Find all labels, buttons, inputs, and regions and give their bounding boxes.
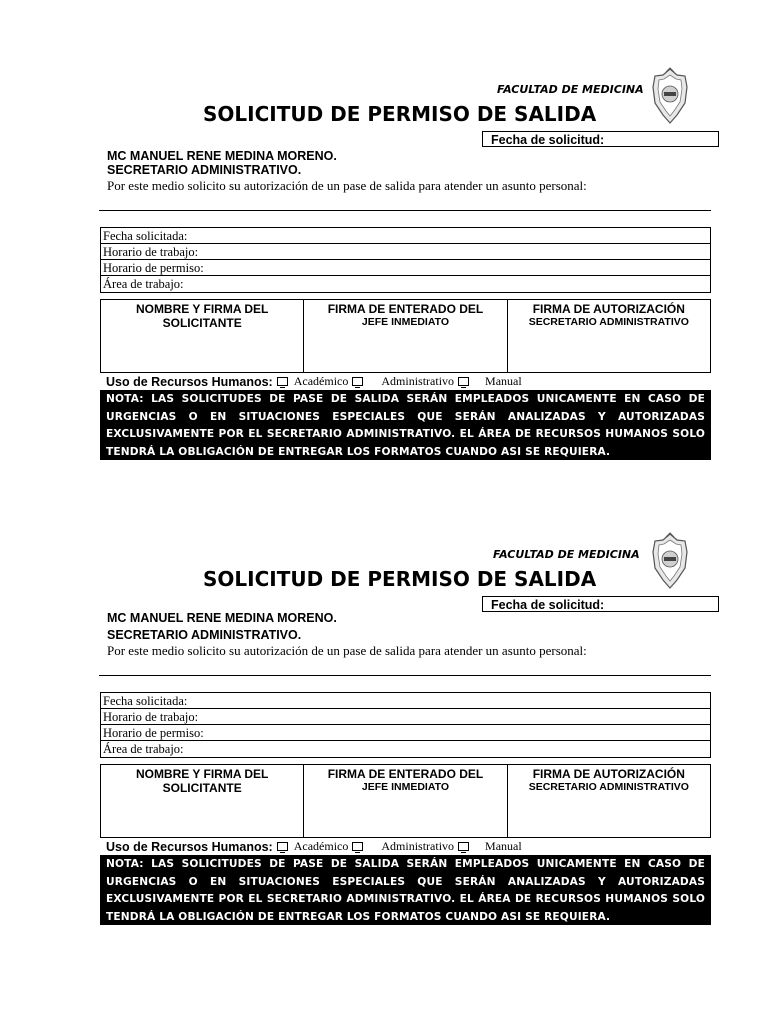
permit-schedule-field[interactable]: Horario de permiso: <box>101 260 710 276</box>
applicant-signature-cell[interactable] <box>101 300 304 372</box>
faculty-name: FACULTAD DE MEDICINA <box>497 83 644 96</box>
note-box: NOTA: LAS SOLICITUDES DE PASE DE SALIDA SERÁN EMPLEADOS UNICAMENTE EN CASO DE URGENCIAS O EN SITUACIONES ESPECIALES QUE SERÁN ANALIZADAS Y AUTORIZADAS EXCLUSIVAMENTE POR EL SECRETARIO ADMINISTRATIVO. EL ÁREA DE RECURSOS HUMANOS SOLO TENDRÁ LA OBLIGACIÓN DE ENTREGAR LOS FORMATOS CUANDO ASI SE REQUIERA. <box>100 390 711 460</box>
form-title: SOLICITUD DE PERMISO DE SALIDA <box>203 102 597 126</box>
intro-text: Por este medio solicito su autorización de un pase de salida para atender un asunto personal: <box>107 178 587 193</box>
signature-subheading: JEFE INMEDIATO <box>361 316 450 328</box>
request-fields <box>100 692 711 758</box>
signature-heading: FIRMA DE AUTORIZACIÓN <box>532 767 685 781</box>
permit-form-2 <box>0 465 768 923</box>
university-seal-icon <box>651 532 689 590</box>
work-schedule-field[interactable]: Horario de trabajo: <box>101 244 710 260</box>
manual-option-label: Manual <box>485 839 522 853</box>
manual-checkbox[interactable] <box>458 377 469 386</box>
work-area-field[interactable]: Área de trabajo: <box>103 742 184 756</box>
academic-checkbox[interactable] <box>277 842 288 851</box>
signature-subheading: JEFE INMEDIATO <box>361 781 450 793</box>
hr-use-label: Uso de Recursos Humanos: <box>106 374 273 389</box>
request-date-field[interactable]: Fecha de solicitud: <box>482 131 719 147</box>
signature-table <box>100 299 711 373</box>
hr-use-label: Uso de Recursos Humanos: <box>106 839 273 854</box>
form-title: SOLICITUD DE PERMISO DE SALIDA <box>203 567 597 591</box>
academic-checkbox[interactable] <box>277 377 288 386</box>
administrative-option-label: Administrativo <box>381 839 455 853</box>
faculty-name: FACULTAD DE MEDICINA <box>493 548 640 561</box>
hr-use-row <box>106 374 522 389</box>
work-schedule-field[interactable]: Horario de trabajo: <box>101 709 710 725</box>
administrative-checkbox[interactable] <box>352 842 363 851</box>
permit-form-1 <box>0 0 768 458</box>
signature-heading: FIRMA DE ENTERADO DEL <box>327 767 484 781</box>
signature-heading: FIRMA DE ENTERADO DEL <box>327 302 484 316</box>
manual-checkbox[interactable] <box>458 842 469 851</box>
administrative-checkbox[interactable] <box>352 377 363 386</box>
signature-subheading: SECRETARIO ADMINISTRATIVO <box>528 781 689 793</box>
signature-subheading: SECRETARIO ADMINISTRATIVO <box>528 316 689 328</box>
requested-date-field[interactable]: Fecha solicitada: <box>101 228 710 244</box>
administrative-option-label: Administrativo <box>381 374 455 388</box>
divider <box>99 210 711 211</box>
signature-heading: NOMBRE Y FIRMA DEL SOLICITANTE <box>135 767 269 795</box>
divider <box>99 675 711 676</box>
permit-schedule-field[interactable]: Horario de permiso: <box>101 725 710 741</box>
signature-table <box>100 764 711 838</box>
requested-date-field[interactable]: Fecha solicitada: <box>101 693 710 709</box>
university-seal-icon <box>651 67 689 125</box>
signature-heading: FIRMA DE AUTORIZACIÓN <box>532 302 685 316</box>
work-area-field[interactable]: Área de trabajo: <box>103 277 184 291</box>
recipient-name: MC MANUEL RENE MEDINA MORENO. <box>107 611 337 625</box>
authorization-signature-cell[interactable] <box>508 300 710 372</box>
intro-text: Por este medio solicito su autorización de un pase de salida para atender un asunto personal: <box>107 643 587 658</box>
applicant-signature-cell[interactable] <box>101 765 304 837</box>
supervisor-signature-cell[interactable] <box>304 765 507 837</box>
supervisor-signature-cell[interactable] <box>304 300 507 372</box>
academic-option-label: Académico <box>293 374 349 388</box>
request-date-field[interactable]: Fecha de solicitud: <box>482 596 719 612</box>
recipient-title: SECRETARIO ADMINISTRATIVO. <box>107 163 302 177</box>
signature-heading: NOMBRE Y FIRMA DEL SOLICITANTE <box>135 302 269 330</box>
authorization-signature-cell[interactable] <box>508 765 710 837</box>
recipient-title: SECRETARIO ADMINISTRATIVO. <box>107 628 302 642</box>
request-fields <box>100 227 711 293</box>
academic-option-label: Académico <box>293 839 349 853</box>
recipient-name: MC MANUEL RENE MEDINA MORENO. <box>107 149 337 163</box>
manual-option-label: Manual <box>485 374 522 388</box>
hr-use-row <box>106 839 522 854</box>
note-box: NOTA: LAS SOLICITUDES DE PASE DE SALIDA SERÁN EMPLEADOS UNICAMENTE EN CASO DE URGENCIAS O EN SITUACIONES ESPECIALES QUE SERÁN ANALIZADAS Y AUTORIZADAS EXCLUSIVAMENTE POR EL SECRETARIO ADMINISTRATIVO. EL ÁREA DE RECURSOS HUMANOS SOLO TENDRÁ LA OBLIGACIÓN DE ENTREGAR LOS FORMATOS CUANDO ASI SE REQUIERA. <box>100 855 711 925</box>
